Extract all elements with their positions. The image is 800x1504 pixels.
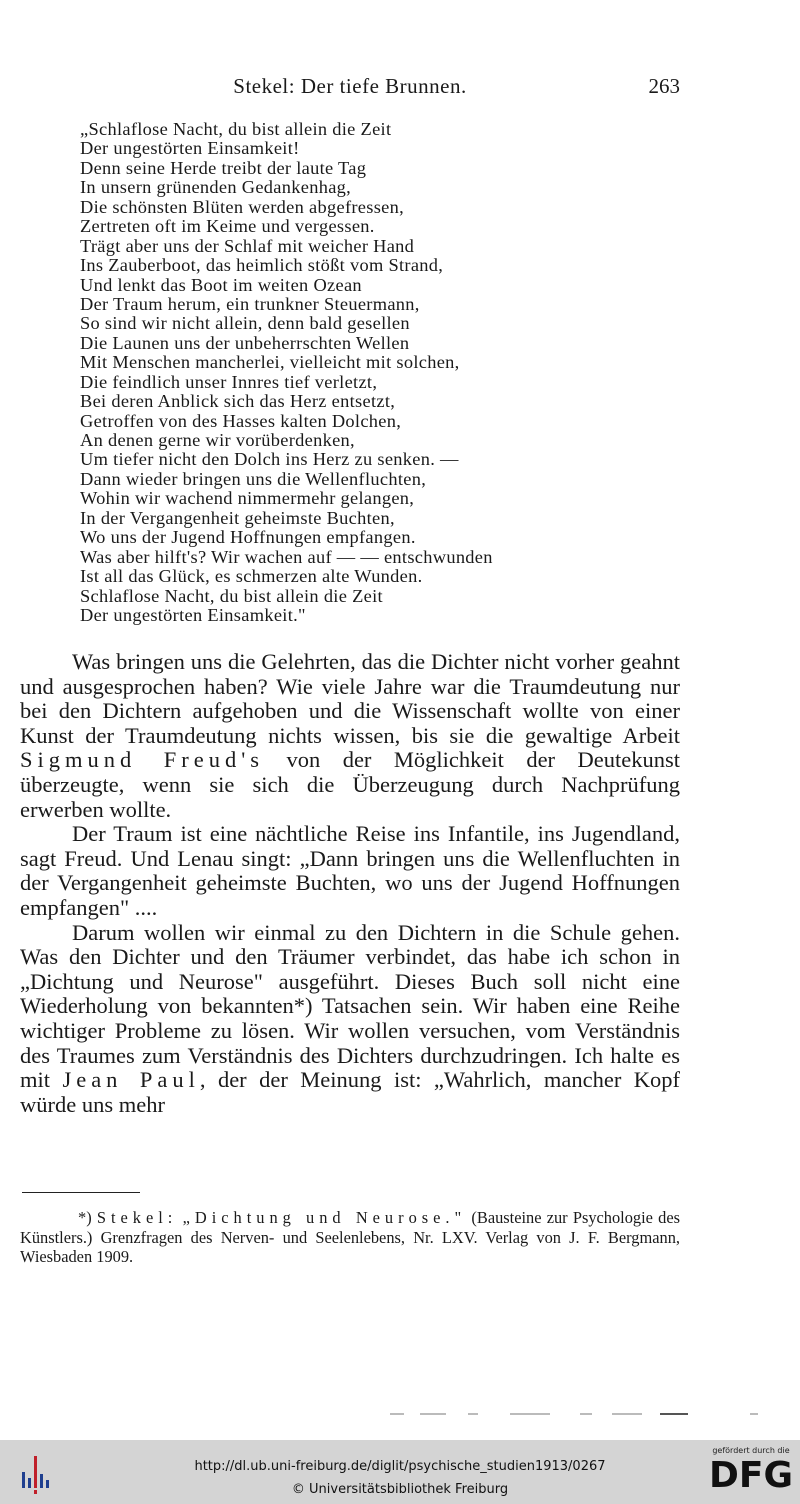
footnote-author: Stekel: — [96, 1208, 178, 1227]
footnote-marker: *) — [78, 1208, 97, 1227]
dfg-tagline: gefördert durch die — [712, 1446, 790, 1455]
paragraph-1-text-a: Was bringen uns die Gelehrten, das die Dichter nicht vorher geahnt und ausgesprochen haben? Wie viele Jahre war die Traumdeutung nur bei den Dichtern aufgehoben und die Wissenschaft wollte von einer Kunst der Traumdeutung nichts wissen, bis sie die gewaltige Arbeit — [20, 649, 680, 748]
poem-line: Was aber hilft's? Wir wachen auf — — entschwunden — [80, 546, 493, 567]
poem-line: Wohin wir wachend nimmermehr gelangen, — [80, 488, 415, 509]
paragraph-2: Der Traum ist eine nächtliche Reise ins Infantile, ins Jugendland, sagt Freud. Und Lenau singt: „Dann bringen uns die Wellenfluchten in der Vergangenheit geheimste Buchten, wo uns der Jugend Hoffnungen empfangen" .... — [20, 821, 680, 920]
poem-line: So sind wir nicht allein, denn bald gesellen — [80, 313, 410, 334]
poem-line: Wo uns der Jugend Hoffnungen empfangen. — [80, 527, 416, 548]
poem-line: Um tiefer nicht den Dolch ins Herz zu senken. — — [80, 449, 459, 470]
dfg-logo[interactable] — [706, 1446, 796, 1500]
page-number: 263 — [648, 74, 680, 98]
footnote-rest: (Bausteine zur Psychologie des Künstlers.) Grenzfragen des Nerven- und Seelenlebens, Nr. LXV. Verlag von J. F. Bergmann, Wiesbaden 1909. — [20, 1208, 680, 1266]
footnote-title: „Dichtung und Neurose." — [182, 1208, 467, 1227]
poem-line: Bei deren Anblick sich das Herz entsetzt, — [80, 391, 396, 412]
poem-line: Getroffen von des Hasses kalten Dolchen, — [80, 410, 402, 431]
poem-line: Die schönsten Blüten werden abgefressen, — [80, 196, 405, 217]
poem-line: Schlaflose Nacht, du bist allein die Zeit — [80, 585, 383, 606]
poem-line: In unsern grünenden Gedankenhag, — [80, 177, 352, 198]
poem-block — [80, 120, 700, 625]
poem-line: Die feindlich unser Innres tief verletzt, — [80, 371, 378, 392]
poem-line: Denn seine Herde treibt der laute Tag — [80, 157, 367, 178]
poem-line: Ist all das Glück, es schmerzen alte Wunden. — [80, 566, 423, 587]
running-title: Stekel: Der tiefe Brunnen. — [233, 74, 467, 98]
poem-line: An denen gerne wir vorüberdenken, — [80, 430, 355, 450]
poem-line: Und lenkt das Boot im weiten Ozean — [80, 274, 362, 295]
poem-line: Der ungestörten Einsamkeit! — [80, 138, 300, 159]
poem-line: Dann wieder bringen uns die Wellenfluchten, — [80, 468, 427, 489]
poem-line: Der ungestörten Einsamkeit." — [80, 604, 306, 625]
scan-bleed-through — [390, 1411, 760, 1417]
poem-line: Die Launen uns der unbeherrschten Wellen — [80, 332, 410, 353]
paragraph-3-text-b: , der der Meinung ist: „Wahrlich, mancher Kopf würde uns mehr — [20, 1067, 680, 1117]
paragraph-3 — [20, 921, 680, 1118]
poem-line: Mit Menschen mancherlei, vielleicht mit solchen, — [80, 352, 460, 373]
page-header — [0, 74, 800, 104]
poem-line: „Schlaflose Nacht, du bist allein die Zeit — [80, 119, 392, 139]
document-url-link[interactable]: http://dl.ub.uni-freiburg.de/diglit/psychische_studien1913/0267 — [194, 1459, 606, 1474]
paragraph-1-text-b: von der Möglichkeit der Deutekunst überzeugte, wenn sie sich die Überzeugung durch Nachprüfung erwerben wollte. — [20, 747, 680, 822]
copyright-notice: © Universitätsbibliothek Freiburg — [291, 1482, 509, 1497]
author-name-freud: Sigmund Freud's — [20, 747, 265, 773]
body-text — [20, 650, 680, 1117]
poem-line: Der Traum herum, ein trunkner Steuermann, — [80, 293, 420, 314]
poem-line: Ins Zauberboot, das heimlich stößt vom Strand, — [80, 255, 444, 276]
poem-line: In der Vergangenheit geheimste Buchten, — [80, 507, 395, 528]
poem-line: Trägt aber uns der Schlaf mit weicher Hand — [80, 235, 415, 256]
paragraph-1 — [20, 650, 680, 822]
author-name-jean-paul: Jean Paul — [62, 1067, 200, 1093]
poem-line: Zertreten oft im Keime und vergessen. — [80, 216, 375, 237]
paragraph-3-text-a: Darum wollen wir einmal zu den Dichtern in die Schule gehen. Was den Dichter und den Träumer verbindet, das habe ich schon in „Dichtung und Neurose" ausgeführt. Dieses Buch soll nicht eine Wiederholung von bekannten*) Tatsachen sein. Wir haben eine Reihe wichtiger Probleme zu lösen. Wir wollen versuchen, vom Verständnis des Traumes zum Verständnis des Dichters durchzudringen. Ich halte es mit — [20, 919, 680, 1093]
footnote-divider — [22, 1192, 140, 1193]
footnote — [20, 1208, 680, 1267]
dfg-logo-text: DFG — [708, 1455, 794, 1496]
